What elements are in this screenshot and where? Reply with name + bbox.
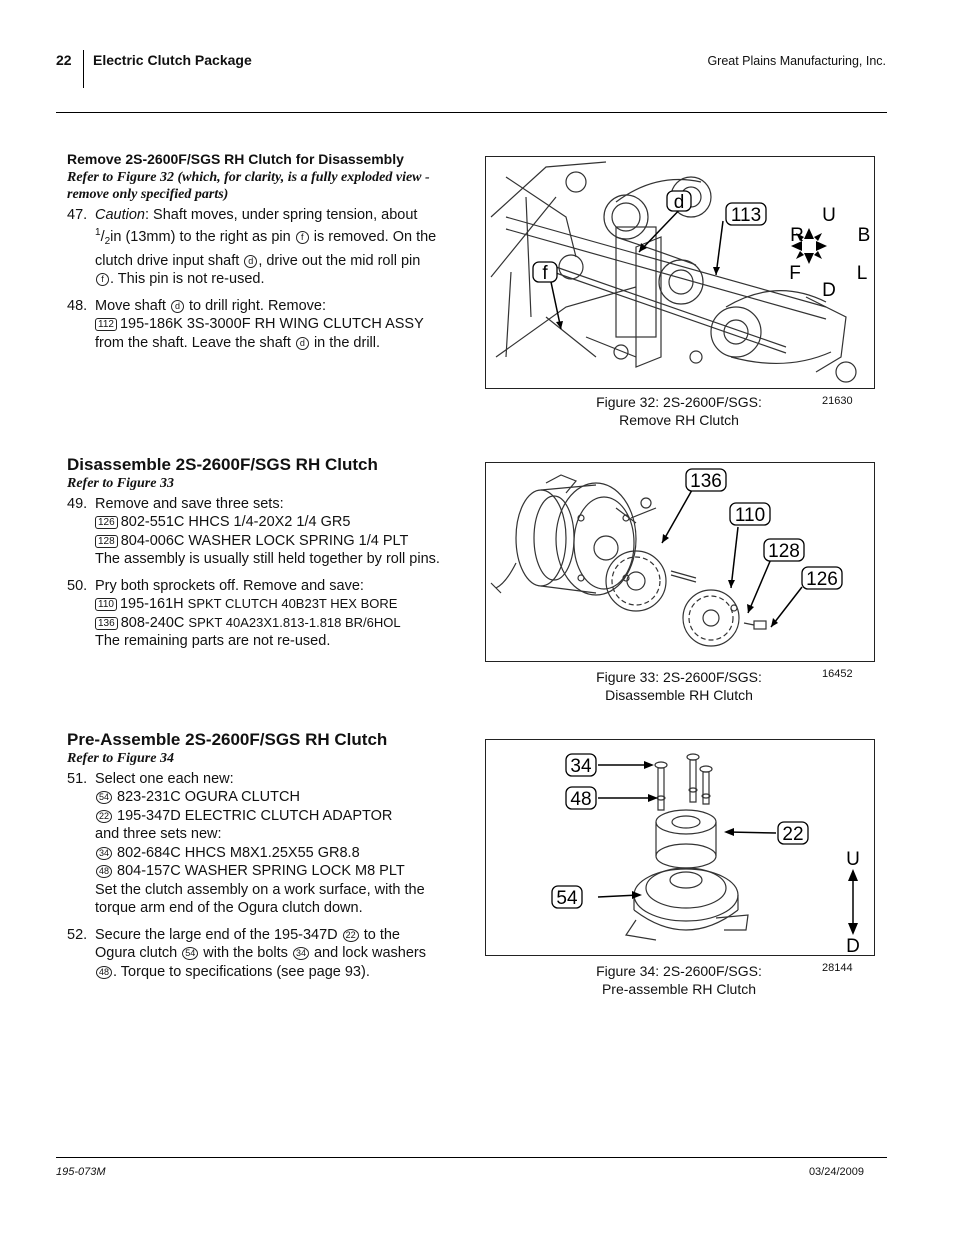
direction-d: D (846, 936, 860, 955)
step-48: 48. Move shaft d to drill right. Remove: 112 195-186K 3S-3000F RH WING CLUTCH ASSY from the shaft. Leave the shaft d in the drill. (67, 297, 424, 351)
ref-128: 128 (95, 535, 118, 548)
section-heading: Disassemble 2S-2600F/SGS RH Clutch (67, 455, 378, 474)
figure-34-caption: Figure 34: 2S-2600F/SGS: Pre-assemble RH Clutch (596, 963, 762, 997)
callout-d: d (296, 337, 309, 350)
ref-110: 110 (95, 598, 117, 611)
callout-f: f (96, 273, 109, 286)
footer-rule (56, 1157, 887, 1158)
header-rule (56, 112, 887, 113)
direction-indicator-ud (848, 869, 858, 935)
callout-d: d (244, 255, 257, 268)
step-number: 51. (67, 770, 88, 787)
ref-48: 48 (96, 966, 112, 979)
header-divider (83, 50, 84, 88)
callout-113-label: 113 (730, 205, 762, 226)
figure-34-number: 28144 (822, 962, 853, 974)
direction-u: U (846, 849, 860, 870)
company-name: Great Plains Manufacturing, Inc. (707, 54, 886, 68)
callout-110-label: 110 (734, 505, 766, 526)
figure-33-disassemble-rh-clutch (485, 462, 875, 662)
callout-128-label: 128 (768, 541, 800, 562)
section-preassemble-clutch (67, 731, 459, 989)
direction-d: D (822, 280, 836, 301)
step-number: 50. (67, 577, 88, 594)
callout-f-label: f (542, 263, 548, 284)
ref-112: 112 (95, 318, 117, 331)
callout-22-label: 22 (782, 824, 804, 845)
step-number: 47. (67, 206, 88, 223)
section-remove-clutch (67, 150, 459, 360)
ref-34: 34 (96, 847, 112, 860)
section-heading: Remove 2S-2600F/SGS RH Clutch for Disassembly (67, 151, 404, 167)
figure-33-number: 16452 (822, 668, 853, 680)
ref-22: 22 (96, 810, 112, 823)
figure-32-number: 21630 (822, 395, 853, 407)
figure-34-preassemble-rh-clutch (485, 739, 875, 956)
direction-b: B (857, 225, 871, 246)
callout-126-label: 126 (806, 569, 838, 590)
doc-date: 03/24/2009 (808, 1166, 864, 1178)
refer-note: Refer to Figure 34 (67, 750, 174, 766)
step-number: 48. (67, 297, 88, 314)
callout-136-label: 136 (690, 471, 722, 492)
refer-note: Refer to Figure 32 (which, for clarity, is a fully exploded view - remove only specified parts) (67, 169, 430, 202)
direction-f: F (789, 263, 801, 284)
ref-34: 34 (293, 947, 309, 960)
figure-34-drawing (486, 740, 874, 955)
callout-d-label: d (673, 192, 685, 213)
ref-22: 22 (343, 929, 359, 942)
ref-126: 126 (95, 516, 118, 529)
ref-48: 48 (96, 865, 112, 878)
figure-32-caption: Figure 32: 2S-2600F/SGS: Remove RH Clutch (596, 394, 762, 428)
caution-label: Caution (95, 206, 145, 223)
section-disassemble-clutch (67, 456, 459, 659)
ref-54: 54 (96, 791, 112, 804)
callout-f: f (296, 231, 309, 244)
section-heading: Pre-Assemble 2S-2600F/SGS RH Clutch (67, 730, 388, 749)
step-50: 50. Pry both sprockets off. Remove and save: 110 195-161H SPKT CLUTCH 40B23T HEX BORE 136 808-240C SPKT 40A23X1.813-1.818 BR/6HOL The remaining parts are not re-used. (67, 577, 401, 649)
ref-54: 54 (182, 947, 198, 960)
step-52: 52. Secure the large end of the 195-347D 22 to the Ogura clutch 54 with the bolts 34 and lock washers 48 . Torque to specifications (see page 93). (67, 926, 427, 980)
direction-u: U (822, 205, 836, 226)
section-title: Electric Clutch Package (93, 52, 252, 68)
step-49: 49. Remove and save three sets: 126 802-551C HHCS 1/4-20X2 1/4 GR5 128 804-006C WASHER LOCK SPRING 1/4 PLT The assembly is usually still held together by roll pins. (67, 495, 440, 567)
step-51: 51. Select one each new: 54 823-231C OGURA CLUTCH 22 195-347D ELECTRIC CLUTCH ADAPTOR and three sets new: 34 802-684C HHCS M8X1.25X55 GR8.8 48 804-157C WASHER SPRING LOCK M8 PLT Set the clutch assembly on a work surface, with the torque arm end of the Ogura clutch down. (67, 770, 425, 916)
step-47: 47. Caution: Shaft moves, under spring tension, about $^1/_2in$ (13mm) to the right as pin f is removed. On the clutch drive input shaft d , drive out the mid roll pin f . This pin is not re-used. (67, 206, 437, 287)
callout-34-label: 34 (570, 756, 592, 777)
direction-r: R (790, 225, 804, 246)
refer-note: Refer to Figure 33 (67, 475, 174, 491)
page-number: 22 (56, 52, 72, 68)
callout-54-label: 54 (556, 888, 578, 909)
step-number: 49. (67, 495, 88, 512)
callout-48-label: 48 (570, 789, 592, 810)
callout-d: d (171, 300, 184, 313)
figure-32-remove-rh-clutch (485, 156, 875, 389)
direction-l: L (856, 263, 868, 284)
step-number: 52. (67, 926, 88, 943)
figure-33-caption: Figure 33: 2S-2600F/SGS: Disassemble RH Clutch (596, 669, 762, 703)
figure-33-drawing (486, 463, 874, 661)
ref-136: 136 (95, 617, 118, 630)
figure-32-drawing (486, 157, 874, 388)
doc-number: 195-073M (56, 1166, 106, 1178)
